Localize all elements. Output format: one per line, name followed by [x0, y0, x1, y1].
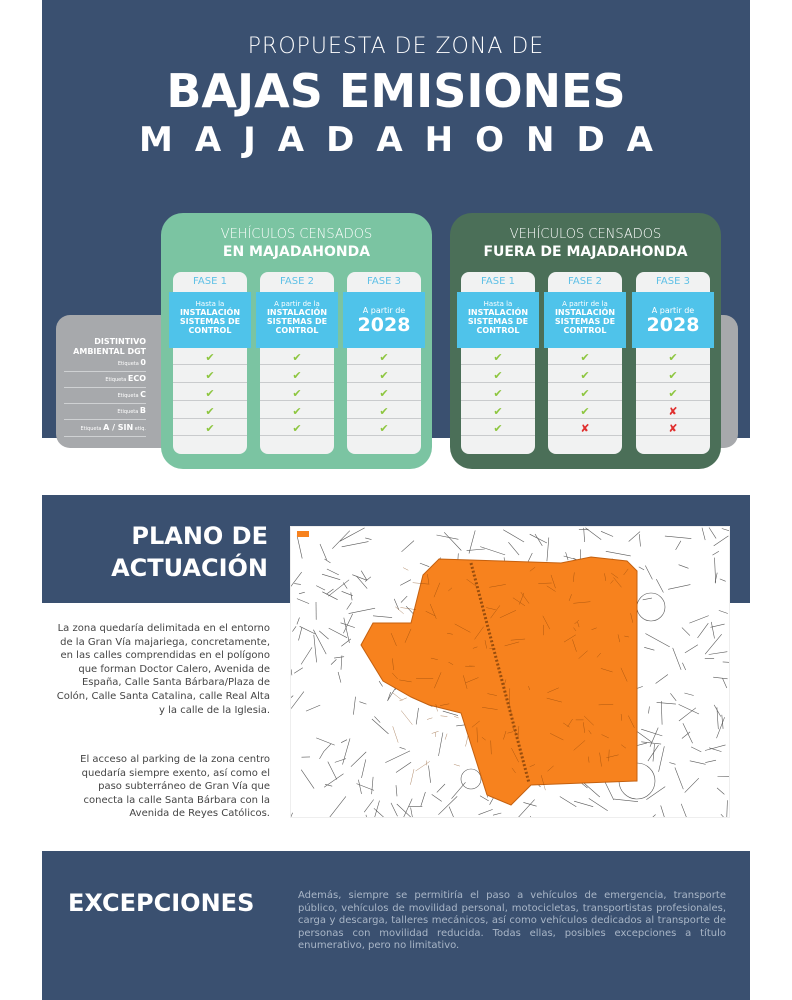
- label-row-value: 0: [140, 358, 146, 367]
- map-street-line: [372, 777, 374, 794]
- map-street-line: [366, 815, 368, 818]
- phase-banner: [169, 292, 251, 348]
- map-street-line: [691, 747, 701, 752]
- phase-label: FASE 1: [481, 276, 515, 287]
- group-inside-title-line2: EN MAJADAHONDA: [222, 244, 371, 260]
- map-street-line: [681, 804, 691, 818]
- phase-label: FASE 3: [367, 276, 401, 287]
- label-row-prefix: Etiqueta: [117, 393, 141, 399]
- map-street-line: [416, 708, 418, 725]
- map-street-line: [493, 813, 501, 815]
- check-icon: ✔: [173, 387, 247, 401]
- map-street-line: [297, 536, 302, 559]
- map-street-line: [659, 746, 665, 772]
- map-street-line: [705, 634, 722, 654]
- map-street-line: [643, 598, 652, 600]
- map-inner-line: [427, 718, 432, 720]
- map-street-line: [429, 766, 431, 783]
- map-street-line: [641, 729, 662, 736]
- phase-banner-small: A partir de la: [274, 300, 320, 308]
- map-street-line: [682, 663, 685, 670]
- phase-label: FASE 1: [193, 276, 227, 287]
- map-street-line: [439, 733, 443, 757]
- map-street-line: [379, 681, 383, 686]
- map-street-line: [365, 538, 371, 540]
- map-inner-line: [445, 734, 447, 740]
- map-street-line: [601, 531, 613, 536]
- map-street-line: [341, 656, 342, 670]
- map-street-line: [364, 800, 374, 813]
- map-street-line: [669, 763, 675, 765]
- check-icon: ✔: [260, 351, 334, 365]
- map-street-line: [720, 579, 726, 581]
- cross-icon: ✘: [636, 405, 710, 419]
- map-street-line: [684, 693, 693, 696]
- map-street-line: [324, 774, 343, 787]
- check-icon: ✔: [260, 405, 334, 419]
- map-street-line: [340, 528, 365, 541]
- map-street-line: [291, 692, 304, 709]
- phase-banner-small: Hasta la: [195, 300, 225, 308]
- map-street-line: [396, 785, 397, 796]
- city-title: MAJADAHONDA: [139, 120, 675, 160]
- phase-label: FASE 2: [280, 276, 314, 287]
- map-street-line: [329, 796, 346, 818]
- map-street-line: [411, 808, 413, 818]
- map-inner-line: [393, 693, 403, 701]
- phase-banner-year: 2028: [357, 314, 411, 336]
- map-street-line: [629, 532, 640, 542]
- map-street-line: [326, 589, 333, 594]
- map-street-line: [444, 532, 461, 550]
- map-inner-line: [393, 726, 399, 742]
- label-row: [64, 358, 146, 372]
- group-outside-title-line1: VEHÍCULOS CENSADOS: [509, 227, 662, 242]
- phase-banner-year: 2028: [646, 314, 700, 336]
- check-icon: ✔: [461, 351, 535, 365]
- map-street-line: [362, 759, 366, 778]
- check-icon: ✔: [347, 351, 421, 365]
- map-street-line: [291, 813, 293, 818]
- map-inner-line: [400, 608, 416, 610]
- map-street-line: [516, 800, 535, 818]
- map-roundabout: [637, 593, 665, 621]
- label-row-value: C: [140, 390, 146, 399]
- map-street-line: [328, 762, 337, 780]
- map-street-line: [314, 635, 317, 663]
- map-street-line: [294, 584, 301, 585]
- cross-icon: ✘: [636, 422, 710, 436]
- map-inner-line: [410, 769, 414, 785]
- map-street-line: [705, 760, 716, 762]
- map-street-line: [342, 542, 369, 547]
- map-street-line: [639, 567, 644, 570]
- map-street-line: [714, 536, 729, 546]
- map-street-line: [560, 797, 577, 807]
- check-icon: ✔: [548, 387, 622, 401]
- map-street-line: [719, 610, 728, 613]
- map-street-line: [709, 528, 716, 539]
- map-street-line: [358, 780, 361, 794]
- check-icon: ✔: [347, 405, 421, 419]
- map-street-line: [711, 622, 714, 639]
- map-street-line: [508, 542, 519, 555]
- map-inner-line: [403, 568, 408, 571]
- map-street-line: [490, 798, 494, 805]
- map-street-line: [420, 563, 429, 567]
- map-street-line: [679, 708, 696, 721]
- phase-banner-bold: INSTALACIÓN SISTEMAS DE CONTROL: [179, 308, 241, 335]
- map-street-line: [689, 616, 708, 624]
- map-inner-line: [454, 764, 460, 766]
- map-street-line: [503, 530, 524, 542]
- plano-title: [60, 520, 268, 584]
- map-street-line: [372, 719, 389, 734]
- map-street-line: [322, 574, 340, 580]
- map-street-line: [297, 618, 300, 625]
- map-street-line: [649, 706, 650, 713]
- map-street-line: [670, 693, 676, 701]
- plano-title-line1: PLANO DE: [131, 522, 268, 550]
- phase-banner-small: A partir de: [651, 306, 695, 315]
- map-street-line: [331, 659, 336, 664]
- map-legend-swatch: [297, 531, 309, 537]
- map-roundabout: [461, 769, 481, 789]
- main-title: BAJAS EMISIONES: [166, 64, 626, 118]
- zone-map: [290, 526, 730, 818]
- map-street-line: [421, 792, 426, 806]
- phase-banner-small: A partir de: [362, 306, 406, 315]
- check-icon: ✔: [260, 369, 334, 383]
- map-street-line: [373, 801, 379, 818]
- map-street-line: [656, 579, 663, 592]
- map-street-line: [656, 675, 668, 684]
- map-street-line: [685, 645, 698, 653]
- phase-banner: [457, 292, 539, 348]
- map-street-line: [690, 761, 706, 765]
- label-row-value: ECO: [127, 374, 146, 383]
- label-row-prefix: Etiqueta: [117, 361, 141, 367]
- plano-paragraph-1: La zona quedaría delimitada en el entorno de la Gran Vía majariega, concretamente, en las calles comprendidas en el polígono que forman Doctor Calero, Avenida de España, Calle Santa Bárbara/Plaza de Colón, Calle Santa Catalina, calle Real Alta y la calle de la Iglesia.: [56, 623, 270, 716]
- check-icon: ✔: [461, 422, 535, 436]
- map-street-line: [682, 628, 690, 636]
- map-inner-line: [435, 732, 436, 737]
- label-heading-line2: AMBIENTAL DGT: [73, 347, 146, 356]
- phase-banner: [256, 292, 338, 348]
- check-icon: ✔: [260, 422, 334, 436]
- check-icon: ✔: [548, 351, 622, 365]
- phase-banner: [632, 292, 714, 348]
- check-icon: ✔: [173, 351, 247, 365]
- map-street-line: [521, 816, 531, 818]
- map-street-line: [585, 528, 601, 540]
- map-street-line: [401, 596, 407, 602]
- zone-map-drawing: [291, 527, 730, 818]
- map-street-line: [530, 534, 547, 543]
- map-street-line: [673, 648, 681, 670]
- check-icon: ✔: [347, 387, 421, 401]
- map-street-line: [325, 559, 331, 563]
- map-street-line: [373, 616, 392, 618]
- map-street-line: [347, 602, 352, 609]
- map-street-line: [709, 748, 721, 752]
- phase-banner-bold: INSTALACIÓN SISTEMAS DE CONTROL: [266, 308, 328, 335]
- map-street-line: [727, 800, 728, 818]
- map-street-line: [589, 798, 608, 810]
- map-street-line: [661, 806, 666, 819]
- check-icon: ✔: [461, 387, 535, 401]
- map-street-line: [676, 541, 681, 550]
- map-street-line: [646, 787, 665, 800]
- label-row-prefix: Etiqueta: [105, 377, 128, 383]
- check-icon: ✔: [260, 387, 334, 401]
- map-inner-line: [441, 716, 448, 717]
- pre-title: PROPUESTA DE ZONA DE: [247, 34, 545, 59]
- map-street-line: [467, 549, 485, 551]
- map-street-line: [614, 799, 638, 802]
- map-street-line: [721, 814, 726, 818]
- map-street-line: [709, 652, 728, 655]
- map-street-line: [645, 634, 669, 647]
- map-street-line: [713, 677, 727, 679]
- map-street-line: [351, 592, 352, 600]
- map-street-line: [584, 528, 585, 542]
- map-street-line: [644, 647, 654, 650]
- phase-banner-small: A partir de la: [562, 300, 608, 308]
- map-street-line: [343, 583, 347, 589]
- check-icon: ✔: [636, 351, 710, 365]
- map-street-line: [639, 534, 640, 546]
- cross-icon: ✘: [548, 422, 622, 436]
- map-street-line: [648, 815, 656, 819]
- phase-banner: [544, 292, 626, 348]
- map-street-line: [574, 801, 593, 807]
- map-street-line: [316, 738, 335, 745]
- map-street-line: [299, 628, 302, 641]
- check-icon: ✔: [636, 387, 710, 401]
- phase-label: FASE 2: [568, 276, 602, 287]
- group-inside-title-line1: VEHÍCULOS CENSADOS: [220, 227, 373, 242]
- phase-banner-small: Hasta la: [483, 300, 513, 308]
- map-street-line: [723, 678, 727, 688]
- map-street-line: [391, 803, 398, 816]
- map-street-line: [657, 702, 676, 704]
- check-icon: ✔: [461, 369, 535, 383]
- map-street-line: [322, 592, 337, 600]
- excepciones-title: EXCEPCIONES: [68, 889, 255, 917]
- map-street-line: [361, 571, 367, 581]
- map-inner-line: [454, 716, 459, 718]
- map-street-line: [343, 738, 351, 764]
- map-street-line: [679, 565, 689, 569]
- map-street-line: [547, 538, 549, 562]
- map-street-line: [606, 551, 631, 556]
- map-street-line: [300, 626, 316, 634]
- label-row-value: A / SIN: [103, 423, 134, 432]
- map-street-line: [297, 599, 309, 604]
- check-icon: ✔: [347, 369, 421, 383]
- map-street-line: [351, 752, 366, 767]
- map-street-line: [437, 784, 445, 792]
- check-icon: ✔: [636, 369, 710, 383]
- check-icon: ✔: [461, 405, 535, 419]
- map-street-line: [291, 572, 302, 589]
- map-street-line: [316, 586, 325, 591]
- check-icon: ✔: [173, 369, 247, 383]
- map-street-line: [698, 623, 709, 638]
- map-street-line: [328, 580, 349, 596]
- label-heading-line1: DISTINTIVO: [94, 337, 146, 346]
- check-icon: ✔: [173, 422, 247, 436]
- group-outside-title-line2: FUERA DE MAJADAHONDA: [483, 244, 688, 260]
- map-street-line: [713, 551, 719, 555]
- map-street-line: [319, 631, 328, 639]
- map-street-line: [668, 585, 690, 590]
- map-street-line: [665, 536, 691, 539]
- map-street-line: [292, 626, 296, 631]
- label-row-suffix: etiq.: [133, 426, 146, 432]
- map-street-line: [711, 624, 725, 627]
- label-heading: [60, 337, 146, 357]
- map-inner-line: [416, 761, 430, 771]
- plano-title-line2: ACTUACIÓN: [111, 554, 268, 582]
- map-street-line: [400, 747, 406, 749]
- phase-banner: [343, 292, 425, 348]
- map-street-line: [679, 704, 699, 714]
- map-street-line: [324, 744, 331, 752]
- map-street-line: [353, 697, 355, 715]
- map-street-line: [685, 778, 699, 792]
- check-icon: ✔: [173, 405, 247, 419]
- map-street-line: [449, 807, 457, 818]
- map-street-line: [294, 668, 303, 674]
- map-street-line: [301, 770, 314, 789]
- map-street-line: [349, 608, 376, 613]
- map-street-line: [645, 566, 652, 580]
- map-street-line: [334, 657, 344, 658]
- map-street-line: [329, 628, 347, 638]
- map-street-line: [480, 547, 505, 555]
- label-row-value: B: [139, 406, 146, 415]
- check-icon: ✔: [548, 369, 622, 383]
- map-street-line: [717, 788, 724, 795]
- map-street-line: [299, 592, 305, 594]
- check-icon: ✔: [347, 422, 421, 436]
- check-icon: ✔: [548, 405, 622, 419]
- map-street-line: [291, 669, 292, 675]
- map-street-line: [327, 569, 339, 575]
- map-street-line: [722, 529, 730, 535]
- map-street-line: [723, 662, 730, 664]
- map-street-line: [341, 740, 347, 743]
- map-street-line: [702, 528, 705, 540]
- label-row: [64, 374, 146, 388]
- map-street-line: [359, 702, 366, 704]
- map-street-line: [605, 782, 614, 800]
- map-street-line: [452, 782, 466, 798]
- label-row-prefix: Etiqueta: [80, 426, 104, 432]
- map-street-line: [661, 701, 662, 725]
- phase-banner-bold: INSTALACIÓN SISTEMAS DE CONTROL: [554, 308, 616, 335]
- map-street-line: [400, 580, 411, 586]
- map-street-line: [675, 768, 683, 790]
- map-street-line: [320, 544, 327, 560]
- excepciones-text: Además, siempre se permitiría el paso a vehículos de emergencia, transporte público, vehículos de movilidad personal, motocicletas, transportistas profesionales, carga y descarga, talleres mecánicos, así como vehículos dedicados al transporte de personas con movilidad reducida. Todas ellas, posibles excepciones a título enumerativo, pero no limitativo.: [298, 890, 726, 952]
- map-street-line: [320, 752, 324, 759]
- map-street-line: [385, 751, 410, 763]
- map-street-line: [479, 809, 493, 814]
- map-street-line: [402, 541, 415, 552]
- label-row: [64, 390, 146, 404]
- map-street-line: [566, 552, 569, 560]
- map-street-line: [301, 647, 312, 664]
- map-street-line: [432, 794, 442, 801]
- map-street-line: [683, 723, 693, 743]
- map-inner-line: [466, 736, 469, 747]
- map-inner-line: [401, 711, 412, 725]
- map-street-line: [338, 672, 341, 683]
- map-street-line: [306, 705, 320, 711]
- plano-paragraph-2: El acceso al parking de la zona centro quedaría siempre exento, así como el paso subterráneo de Gran Vía que conecta la calle Santa Bárbara con la Avenida de Reyes Católicos.: [80, 754, 270, 820]
- label-row: [64, 406, 146, 420]
- phase-banner-bold: INSTALACIÓN SISTEMAS DE CONTROL: [467, 308, 529, 335]
- label-row: [64, 423, 146, 437]
- map-street-line: [438, 796, 457, 814]
- label-row-prefix: Etiqueta: [117, 409, 140, 415]
- phase-label: FASE 3: [656, 276, 690, 287]
- map-street-line: [396, 762, 411, 772]
- map-street-line: [564, 556, 576, 560]
- map-street-line: [357, 784, 375, 791]
